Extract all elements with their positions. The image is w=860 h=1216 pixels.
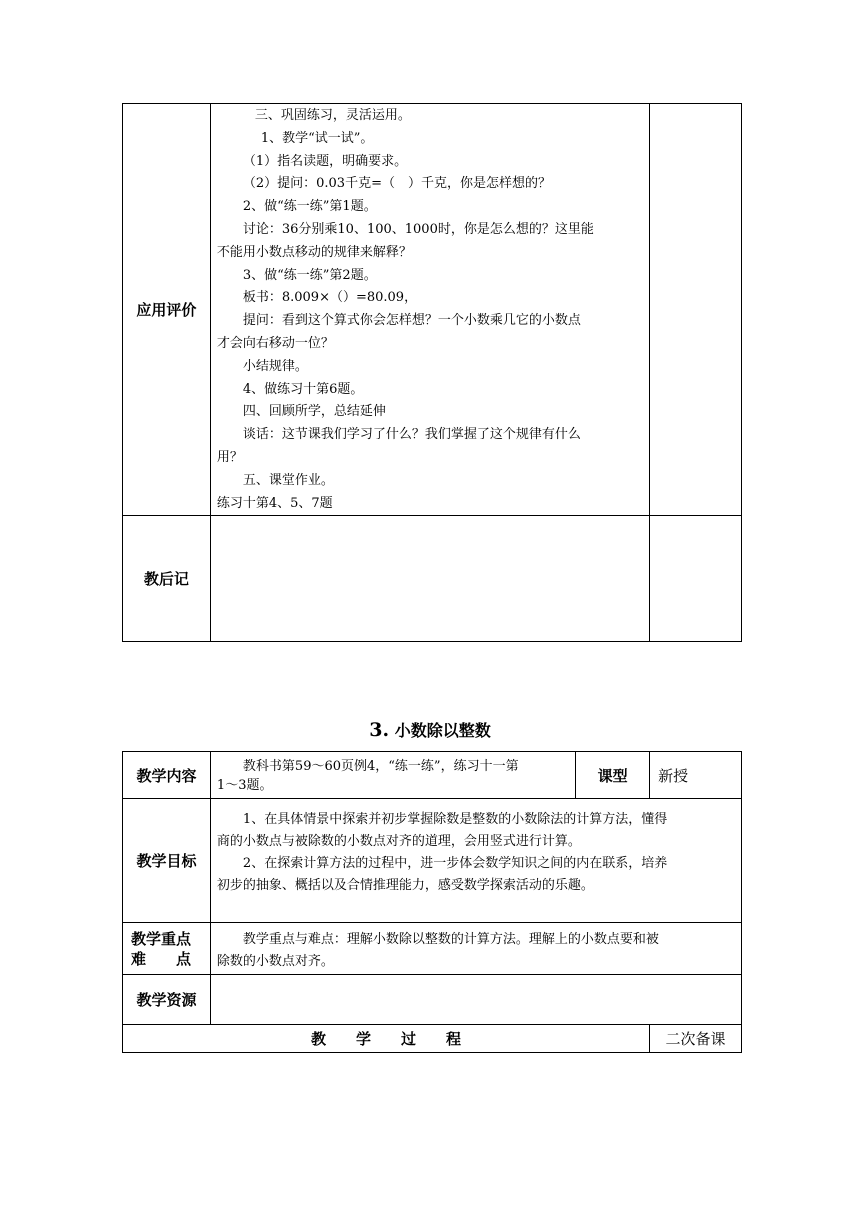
row-goals	[123, 799, 742, 923]
lesson-plan-table	[122, 751, 742, 1053]
lesson-type-label: 课型	[576, 752, 650, 799]
section-title-text: 小数除以整数	[394, 721, 491, 740]
text-line: 教科书第59～60页例4，“练一练”，练习十一第	[242, 759, 519, 774]
second-prep-header: 二次备课	[650, 1025, 742, 1053]
text-line: 小结规律。	[242, 358, 308, 374]
row-label-application: 应用评价	[123, 104, 211, 516]
text-line: 讨论：36分别乘10、100、1000时，你是怎么想的？这里能	[242, 221, 594, 237]
section-number: 3.	[369, 719, 390, 741]
resources-content	[210, 975, 741, 1025]
row-application	[123, 104, 742, 516]
text-line: 教学重点与难点：理解小数除以整数的计算方法。理解上的小数点要和被	[242, 932, 659, 947]
content-text	[210, 752, 575, 799]
second-prep-cell	[650, 104, 742, 516]
row-process-header	[123, 1025, 742, 1053]
text-line: 2、在探索计算方法的过程中，进一步体会数学知识之间的内在联系，培养	[242, 856, 668, 871]
lesson-type-value: 新授	[650, 752, 742, 799]
after-class-content	[210, 516, 649, 642]
row-label-after-class: 教后记	[123, 516, 211, 642]
label-line: 难 点	[131, 949, 192, 968]
text-line: （2）提问：0.03千克=（ ）千克，你是怎样想的？	[242, 176, 551, 192]
row-resources	[123, 975, 742, 1025]
text-line: 练习十第4、5、7题	[216, 495, 333, 511]
text-line: （1）指名读题，明确要求。	[242, 153, 408, 169]
text-line: 板书：8.009×（）=80.09，	[242, 290, 418, 306]
text-line: 谈话：这节课我们学习了什么？我们掌握了这个规律有什么	[242, 427, 581, 443]
row-content	[123, 752, 742, 799]
row-label-goals: 教学目标	[123, 799, 211, 923]
goals-content	[210, 799, 741, 923]
process-header: 教 学 过 程	[123, 1025, 650, 1053]
text-line: 才会向右移动一位？	[216, 335, 334, 351]
text-line: 3、做“练一练”第2题。	[242, 267, 377, 283]
row-label-key-points	[123, 923, 211, 975]
text-line: 4、做练习十第6题。	[242, 381, 364, 397]
text-line: 商的小数点与被除数的小数点对齐的道理，会用竖式进行计算。	[216, 834, 581, 849]
text-line: 1、教学“试一试”。	[260, 130, 374, 146]
row-key-points	[123, 923, 742, 975]
row-after-class	[123, 516, 742, 642]
text-line: 三、巩固练习，灵活运用。	[254, 108, 411, 123]
text-line: 用？	[216, 449, 243, 465]
text-line: 提问：看到这个算式你会怎样想？一个小数乘几它的小数点	[242, 313, 581, 329]
text-line: 除数的小数点对齐。	[216, 954, 334, 969]
text-line: 1、在具体情景中探索并初步掌握除数是整数的小数除法的计算方法，懂得	[242, 812, 668, 827]
text-line: 四、回顾所学，总结延伸	[242, 404, 386, 420]
text-line: 不能用小数点移动的规律来解释？	[216, 244, 412, 260]
after-class-side	[650, 516, 742, 642]
label-line: 教学重点	[131, 929, 192, 948]
row-label-content: 教学内容	[123, 752, 211, 799]
application-content	[210, 104, 649, 516]
row-label-resources: 教学资源	[123, 975, 211, 1025]
text-line: 五、课堂作业。	[242, 472, 334, 488]
text-line: 2、做“练一练”第1题。	[242, 199, 377, 215]
text-line: 1～3题。	[216, 778, 273, 793]
lesson-table-continued	[122, 103, 742, 642]
key-points-content	[210, 923, 741, 975]
text-line: 初步的抽象、概括以及合情推理能力，感受数学探索活动的乐趣。	[216, 878, 594, 893]
section-title	[0, 718, 860, 741]
